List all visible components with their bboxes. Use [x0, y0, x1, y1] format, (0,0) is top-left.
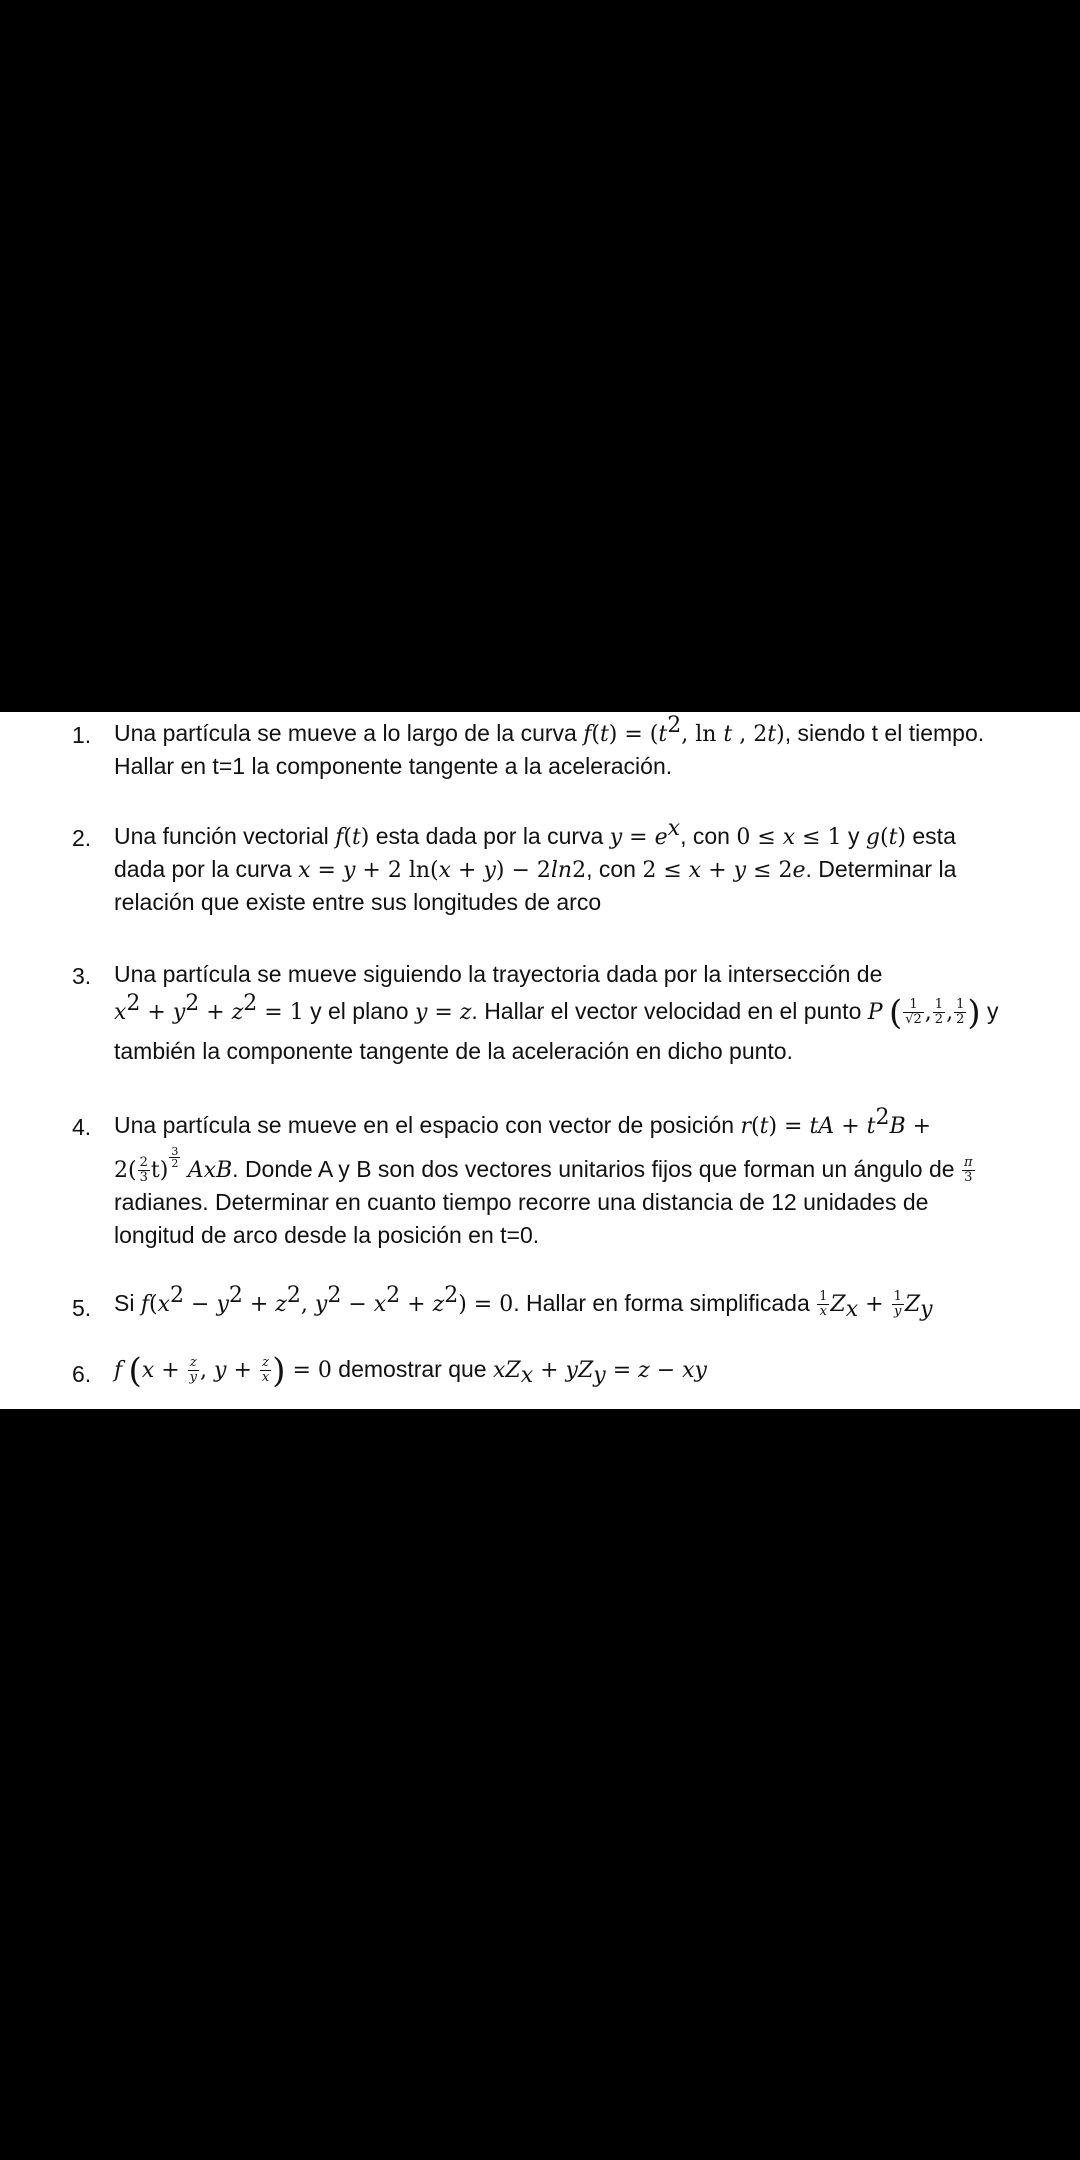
problem-line: dada por la curva x = y + 2 ln(x + y) − 2ln2, con 2 ≤ x + y ≤ 2e. Determinar la [114, 856, 957, 883]
problem-number: 4. [72, 1114, 92, 1140]
problem-number: 6. [72, 1361, 92, 1387]
problem-number: 5. [72, 1295, 92, 1321]
problem-line: relación que existe entre sus longitudes de arco [114, 889, 602, 915]
problem-line: f (x + $\frac{z}{y}$ , y + $\frac{z}{x}$ ) = 0 demostrar que $xZ_x + yZ_y = z$ − xy [114, 1351, 707, 1391]
problem-sheet [0, 712, 1080, 1409]
problem-line: Si $f(x^2 - y^2 + z^2$, $y^2 - x^2 + z^2) = 0$. Hallar en forma simplificada $\frac{1}{x}$ $Z_x$ + $\frac{1}{y}$ $Z_y$ [114, 1283, 933, 1322]
problem-line: radianes. Determinar en cuanto tiempo recorre una distancia de 12 unidades de [114, 1189, 929, 1215]
problem-number: 3. [72, 963, 92, 989]
problem-line: Una partícula se mueve a lo largo de la curva $f(t) = (t^2$, ln t , 2t), siendo t el tiempo. [114, 713, 985, 747]
problem-text [114, 1283, 1039, 1327]
problem-line: Una función vectorial f(t) esta dada por la curva $y = e^x$, con 0 ≤ x ≤ 1 y g(t) esta [114, 816, 956, 850]
problem-line: también la componente tangente de la aceleración en dicho punto. [114, 1038, 793, 1064]
problem-text [114, 713, 1039, 783]
problem-line: Una partícula se mueve en el espacio con vector de posición r(t) = tA + $t^2B$ + [114, 1105, 932, 1139]
problem-line: longitud de arco desde la posición en t=0. [114, 1222, 540, 1248]
problem-line: Una partícula se mueve siguiendo la trayectoria dada por la intersección de [114, 961, 883, 987]
problem-text [114, 1105, 1039, 1252]
problem-line: 2( $\frac{2}{3}$ t) $\frac{3}{2}$ AxB. Donde A y B son dos vectores unitarios fijos que forman un ángulo de $\frac{\pi}{3}$ [114, 1145, 973, 1186]
problem-number: 2. [72, 825, 92, 851]
problem-line: $x^2 + y^2 + z^2 = 1$ y el plano y = z. Hallar el vector velocidad en el punto P ( $\frac{1}{√2}$ , $\frac{1}{2}$ , $\frac{1}{2}$ ) y [114, 991, 999, 1033]
problem-text [114, 958, 1039, 1068]
problem-text [114, 816, 1039, 919]
problem-text [114, 1353, 1039, 1393]
problem-number: 1. [72, 722, 92, 748]
problem-line: Hallar en t=1 la componente tangente a la aceleración. [114, 753, 673, 779]
